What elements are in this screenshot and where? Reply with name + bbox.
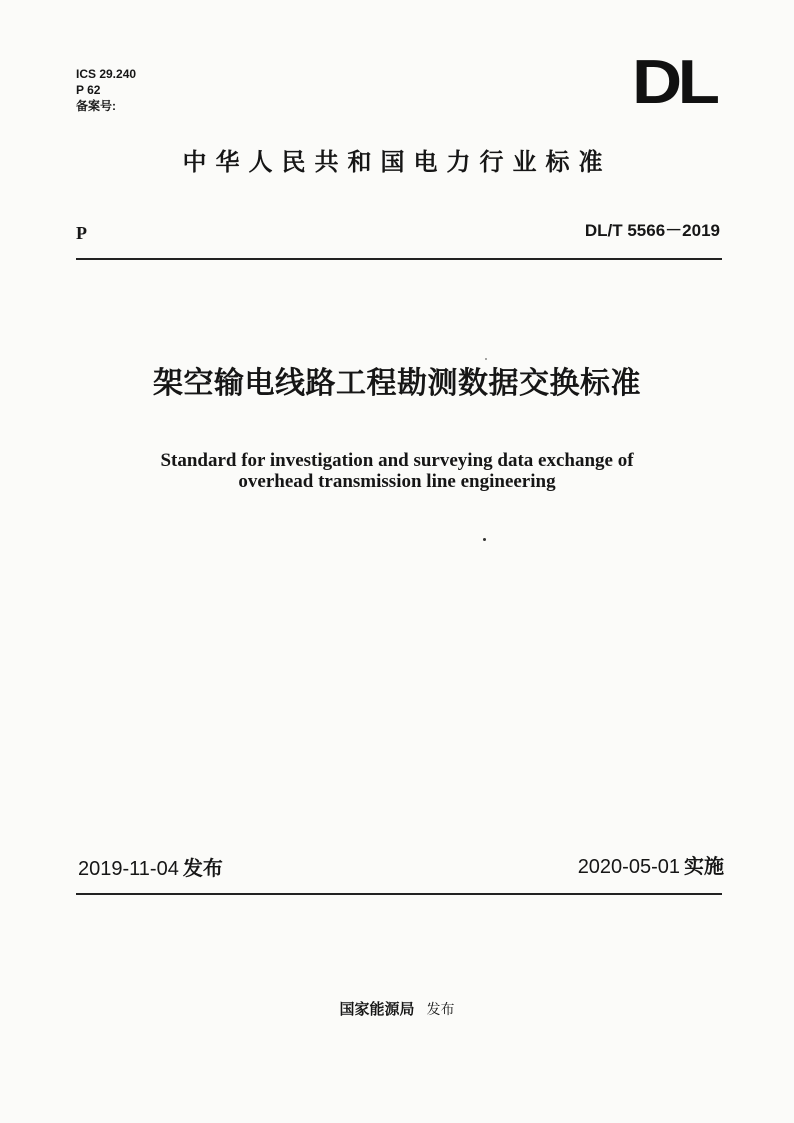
document-title-english <box>0 450 794 492</box>
standard-number: DL/T 5566－2019 <box>584 221 720 240</box>
top-divider <box>76 258 722 260</box>
ics-code: ICS 29.240 <box>76 67 137 81</box>
classification-code: P 62 <box>76 83 101 97</box>
implementation-date-block <box>578 853 724 880</box>
issue-date-block <box>78 855 223 882</box>
dl-logo: DL <box>632 48 716 117</box>
category-code: P <box>76 223 87 243</box>
english-title-line-1: Standard for investigation and surveying data exchange of <box>160 450 634 471</box>
issue-date: 2019-11-04 <box>78 858 179 880</box>
publisher-line <box>0 999 794 1020</box>
bottom-divider <box>76 893 722 895</box>
document-metadata <box>76 66 136 114</box>
english-title-line-2: overhead transmission line engineering <box>238 471 556 492</box>
issue-label: 发布 <box>182 856 223 880</box>
implementation-label: 实施 <box>684 854 724 878</box>
scan-speck <box>485 358 487 360</box>
document-title-chinese: 架空输电线路工程勘测数据交换标准 <box>153 366 641 401</box>
publisher-action: 发布 <box>426 1002 455 1018</box>
publisher-organization: 国家能源局 <box>339 1000 415 1018</box>
implementation-date: 2020-05-01 <box>577 856 680 878</box>
scan-dot <box>483 538 486 541</box>
issuing-authority-heading: 中华人民共和国电力行业标准 <box>182 148 612 176</box>
record-number-label: 备案号: <box>76 99 116 113</box>
